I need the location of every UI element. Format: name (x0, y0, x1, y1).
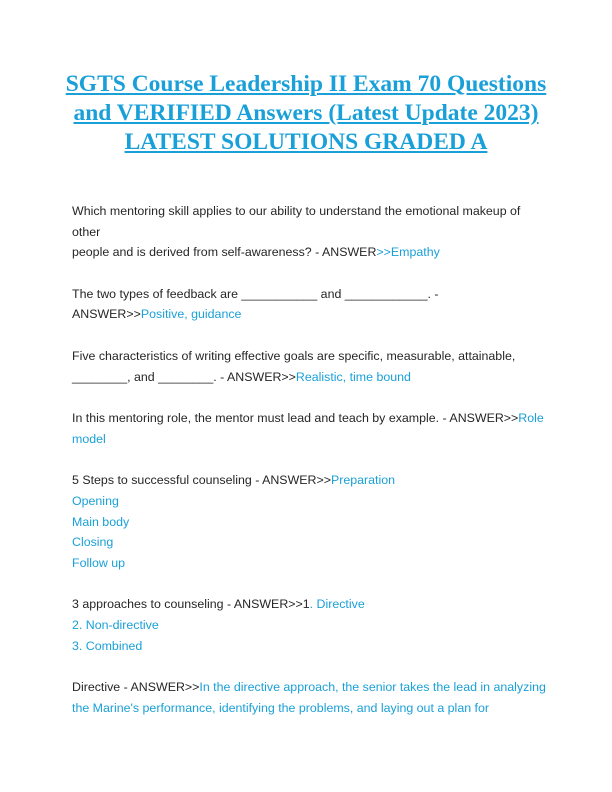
answer-text: In the directive approach, the senior takes the lead in analyzing (199, 680, 546, 695)
question-text: Directive - ANSWER>> (72, 680, 200, 695)
answer-line: 3. Combined (72, 638, 143, 653)
qa-item-empathy (72, 201, 552, 263)
qa-item-goals (72, 346, 552, 387)
answer-text: Role (518, 411, 544, 426)
question-text: ANSWER>> (72, 307, 141, 322)
document-title: SGTS Course Leadership II Exam 70 Questions and VERIFIED Answers (Latest Update 2023) LATEST SOLUTIONS GRADED A (65, 71, 547, 155)
answer-text: Positive, guidance (140, 307, 242, 322)
qa-item-feedback (72, 284, 552, 325)
qa-item-directive (72, 677, 552, 718)
qa-list (72, 201, 552, 739)
answer-line: Follow up (72, 555, 126, 570)
question-text: In this mentoring role, the mentor must lead and teach by example. - ANSWER>> (72, 411, 519, 426)
answer-text: Realistic, time bound (295, 369, 411, 384)
answer-text: the Marine's performance, identifying the problems, and laying out a plan for (72, 700, 489, 715)
answer-line: Main body (72, 514, 130, 529)
answer-line: Closing (72, 535, 114, 550)
answer-text: model (72, 431, 106, 446)
qa-item-counseling-steps (72, 470, 552, 573)
question-text: Five characteristics of writing effective goals are specific, measurable, attainable, (72, 348, 516, 363)
answer-text: . Directive (309, 597, 365, 612)
question-text: The two types of feedback are ___________ and ____________. - (72, 286, 439, 301)
question-text: ________, and ________. - ANSWER>> (72, 369, 296, 384)
answer-text: Preparation (330, 473, 396, 488)
question-text: 5 Steps to successful counseling - ANSWER>> (72, 473, 331, 488)
answer-line: Opening (72, 493, 119, 508)
question-text: Which mentoring skill applies to our ability to understand the emotional makeup of other (72, 204, 521, 239)
answer-text: >>Empathy (376, 245, 440, 260)
qa-item-role-model (72, 408, 552, 449)
question-text: people and is derived from self-awareness? - ANSWER (72, 245, 377, 260)
qa-item-counseling-approaches (72, 594, 552, 656)
question-text: 3 approaches to counseling - ANSWER>>1 (72, 597, 310, 612)
answer-line: 2. Non-directive (72, 617, 159, 632)
